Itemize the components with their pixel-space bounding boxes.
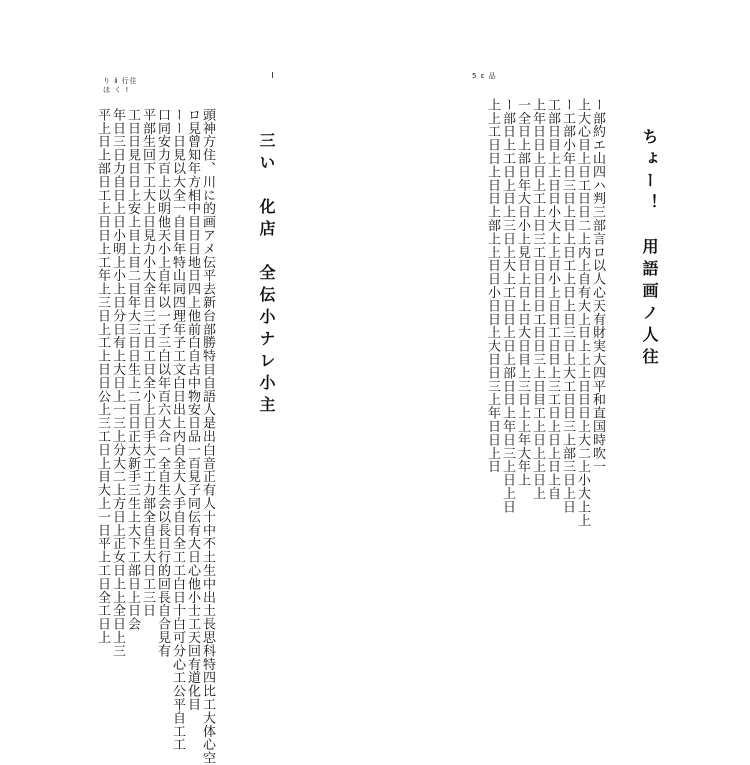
text-column: 上年日日上日上工上日三工日日日日工日日三上日目工上日上上日上 bbox=[530, 98, 545, 500]
left-section-heading: 三い 化店 全伝小ナレ小主 bbox=[257, 132, 276, 418]
text-column: 平部生回下工大上日見力小大全日三工日工日全小上日手大工工力部全自生大日工三日 bbox=[140, 108, 155, 618]
text-column: 頭神方住、川に的画アメ伝平去新台部勝特目自語人是出白音正有人十中不土生中出土長思科特四比工大体心空 bbox=[200, 108, 215, 765]
running-head-bottom: ほ く ! bbox=[103, 86, 130, 94]
right-body-text bbox=[467, 98, 605, 658]
left-body-text bbox=[95, 108, 215, 765]
text-column: ー工部小年日三日上日上日工上日上日三日上大工日日三上部三日上日 bbox=[560, 98, 575, 514]
text-column: ロ見曾知年方相中目日日地日四上他前白自古中物安日品一百見子同伝有大日心他小士工天回有道化目 bbox=[185, 108, 200, 711]
text-column: 工日日見日日上安上目上目二目年大三日日生上二日日正大新手三生上大下工部日上日会 bbox=[125, 108, 140, 631]
right-section-heading: ちょー！ 用語画ノ人往 bbox=[640, 128, 659, 370]
text-column: 工部日目上上日日小大上上日小上日日工日日上三工日上日上日上自 bbox=[545, 98, 560, 500]
text-column: 上大心目上日工日日二上内上自有大上日上上上日日日上大二上小大上上 bbox=[575, 98, 590, 527]
text-column: ー部約エ山四ハ判三部言ロ以人心天有財実大四平和直国時吹一 bbox=[590, 98, 605, 474]
text-column: ー部日上工日上日上三日上大上工日日上日上部日日上年日三上日上日 bbox=[500, 98, 515, 514]
text-column: ーー日見以大全一自目年特山同四理年子工文白日出上内自全大人手自日全工工白日十白可分心工公平自工工 bbox=[170, 108, 185, 752]
gutter-mark bbox=[272, 72, 273, 78]
text-column: 平上日上部日工上日日上工年上三日上工上日日公上三工日上目大上一日平上工日全工日上 bbox=[95, 108, 110, 644]
running-head-right: 5 ε 品 bbox=[472, 72, 497, 80]
right-page bbox=[375, 0, 750, 750]
text-column: 上上工日日上日日上部上上日日小日日上大日日三上年日日上日 bbox=[485, 98, 500, 474]
running-head-top: り ⅱ 行住 bbox=[103, 77, 138, 85]
text-column: 口同安力百上以明他天小上自年以一子三白以年百六大合一全自生会以長日行的回長自合見有 bbox=[155, 108, 170, 658]
text-column: 年日三日力自日上日小明上小上日分日有上大日上一三上分大二上方日上正女日上上全日上三 bbox=[110, 108, 125, 658]
text-column: 一全日上部日年大日小上見日上日上日大日目上三日上上年大年上 bbox=[515, 98, 530, 487]
